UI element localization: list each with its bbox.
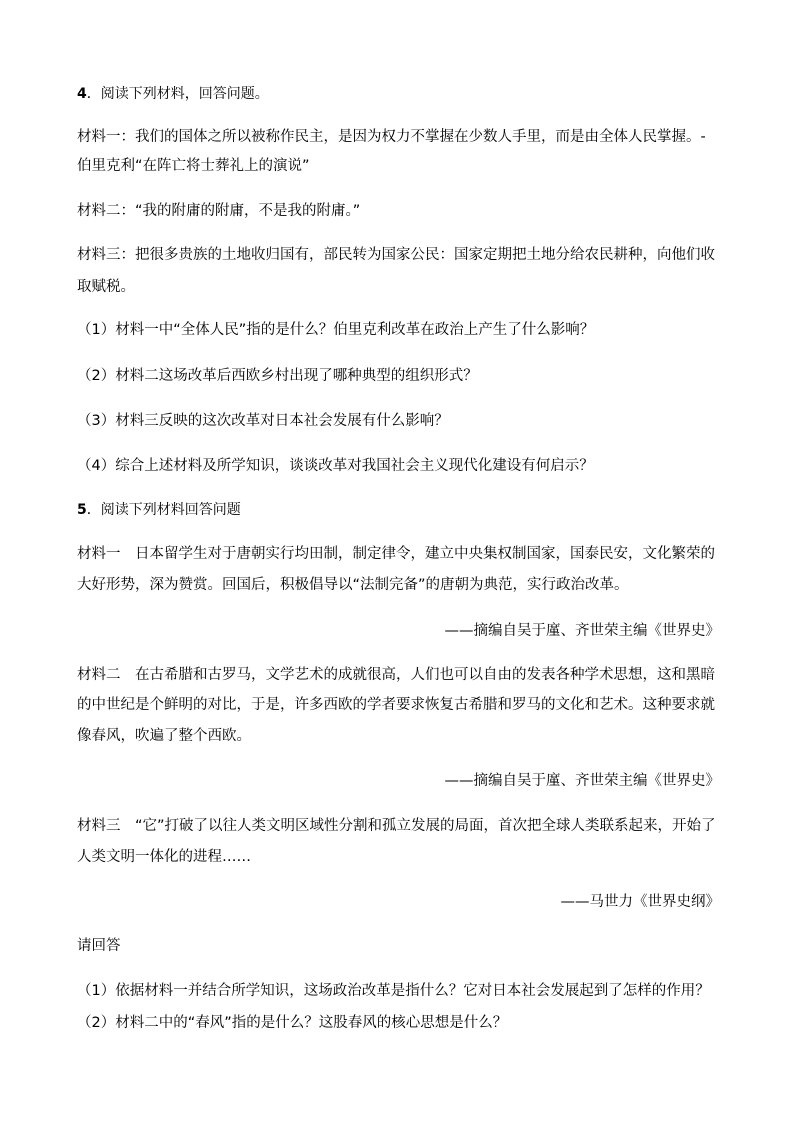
q5-material2-line1: 材料二 在古希腊和古罗马，文学艺术的成就很高，人们也可以自由的发表各种学术思想，这和黑暗 [77,667,715,683]
q4-material1-line1: 材料一：我们的国体之所以被称作民主，是因为权力不掌握在少数人手里，而是由全体人民掌握。- [77,129,706,145]
q5-answer-prompt: 请回答 [77,938,121,954]
q5-material3-line2: 人类文明一体化的进程…… [77,849,251,865]
q5-subquestion-1: （1）依据材料一并结合所学知识，这场政治改革是指什么？它对日本社会发展起到了怎样的作用？ [77,983,710,999]
q5-material3-line1: 材料三 “它”打破了以往人类文明区域性分割和孤立发展的局面，首次把全球人类联系起来，开始了 [77,818,716,834]
question-number: 4 [77,86,87,102]
q4-subquestion-2: （2）材料二这场改革后西欧乡村出现了哪种典型的组织形式？ [77,368,478,384]
q4-subquestion-3: （3）材料三反映的这次改革对日本社会发展有什么影响？ [77,413,449,429]
q5-material3-source: ——马世力《世界史纲》 [560,894,720,910]
question-heading-text: ．阅读下列材料，回答问题。 [86,86,269,102]
q4-material3-line2: 取赋税。 [77,279,135,295]
q4-material2: 材料二：“我的附庸的附庸，不是我的附庸。” [77,203,361,219]
q4-subquestion-4: （4）综合上述材料及所学知识，谈谈改革对我国社会主义现代化建设有何启示？ [77,458,594,474]
q5-material1-line2: 大好形势，深为赞赏。回国后，积极倡导以“法制完备”的唐朝为典范，实行政治改革。 [77,577,629,593]
q5-material1-source: ——摘编自吴于廑、齐世荣主编《世界史》 [444,623,720,639]
q5-material2-source: ——摘编自吴于廑、齐世荣主编《世界史》 [444,773,720,789]
q5-material1-line1: 材料一 日本留学生对于唐朝实行均田制，制定律令，建立中央集权制国家，国泰民安，文化繁荣的 [77,546,715,562]
q5-subquestion-2: （2）材料二中的“春风”指的是什么？这股春风的核心思想是什么？ [77,1015,508,1031]
q4-material1-line2: 伯里克利“在阵亡将士葬礼上的演说” [77,158,310,174]
question-heading-text: ．阅读下列材料回答问题 [86,502,241,518]
question-number: 5 [77,502,87,518]
question-4-heading [77,84,269,104]
q5-material2-line3: 像春风，吹遍了整个西欧。 [77,728,251,744]
q4-subquestion-1: （1）材料一中“全体人民”指的是什么？伯里克利改革在政治上产生了什么影响？ [77,322,595,338]
question-5-heading [77,500,241,520]
q5-material2-line2: 的中世纪是个鲜明的对比，于是，许多西欧的学者要求恢复古希腊和罗马的文化和艺术。这种要求就 [77,697,715,713]
q4-material3-line1: 材料三：把很多贵族的土地收归国有，部民转为国家公民：国家定期把土地分给农民耕种，向他们收 [77,247,715,263]
